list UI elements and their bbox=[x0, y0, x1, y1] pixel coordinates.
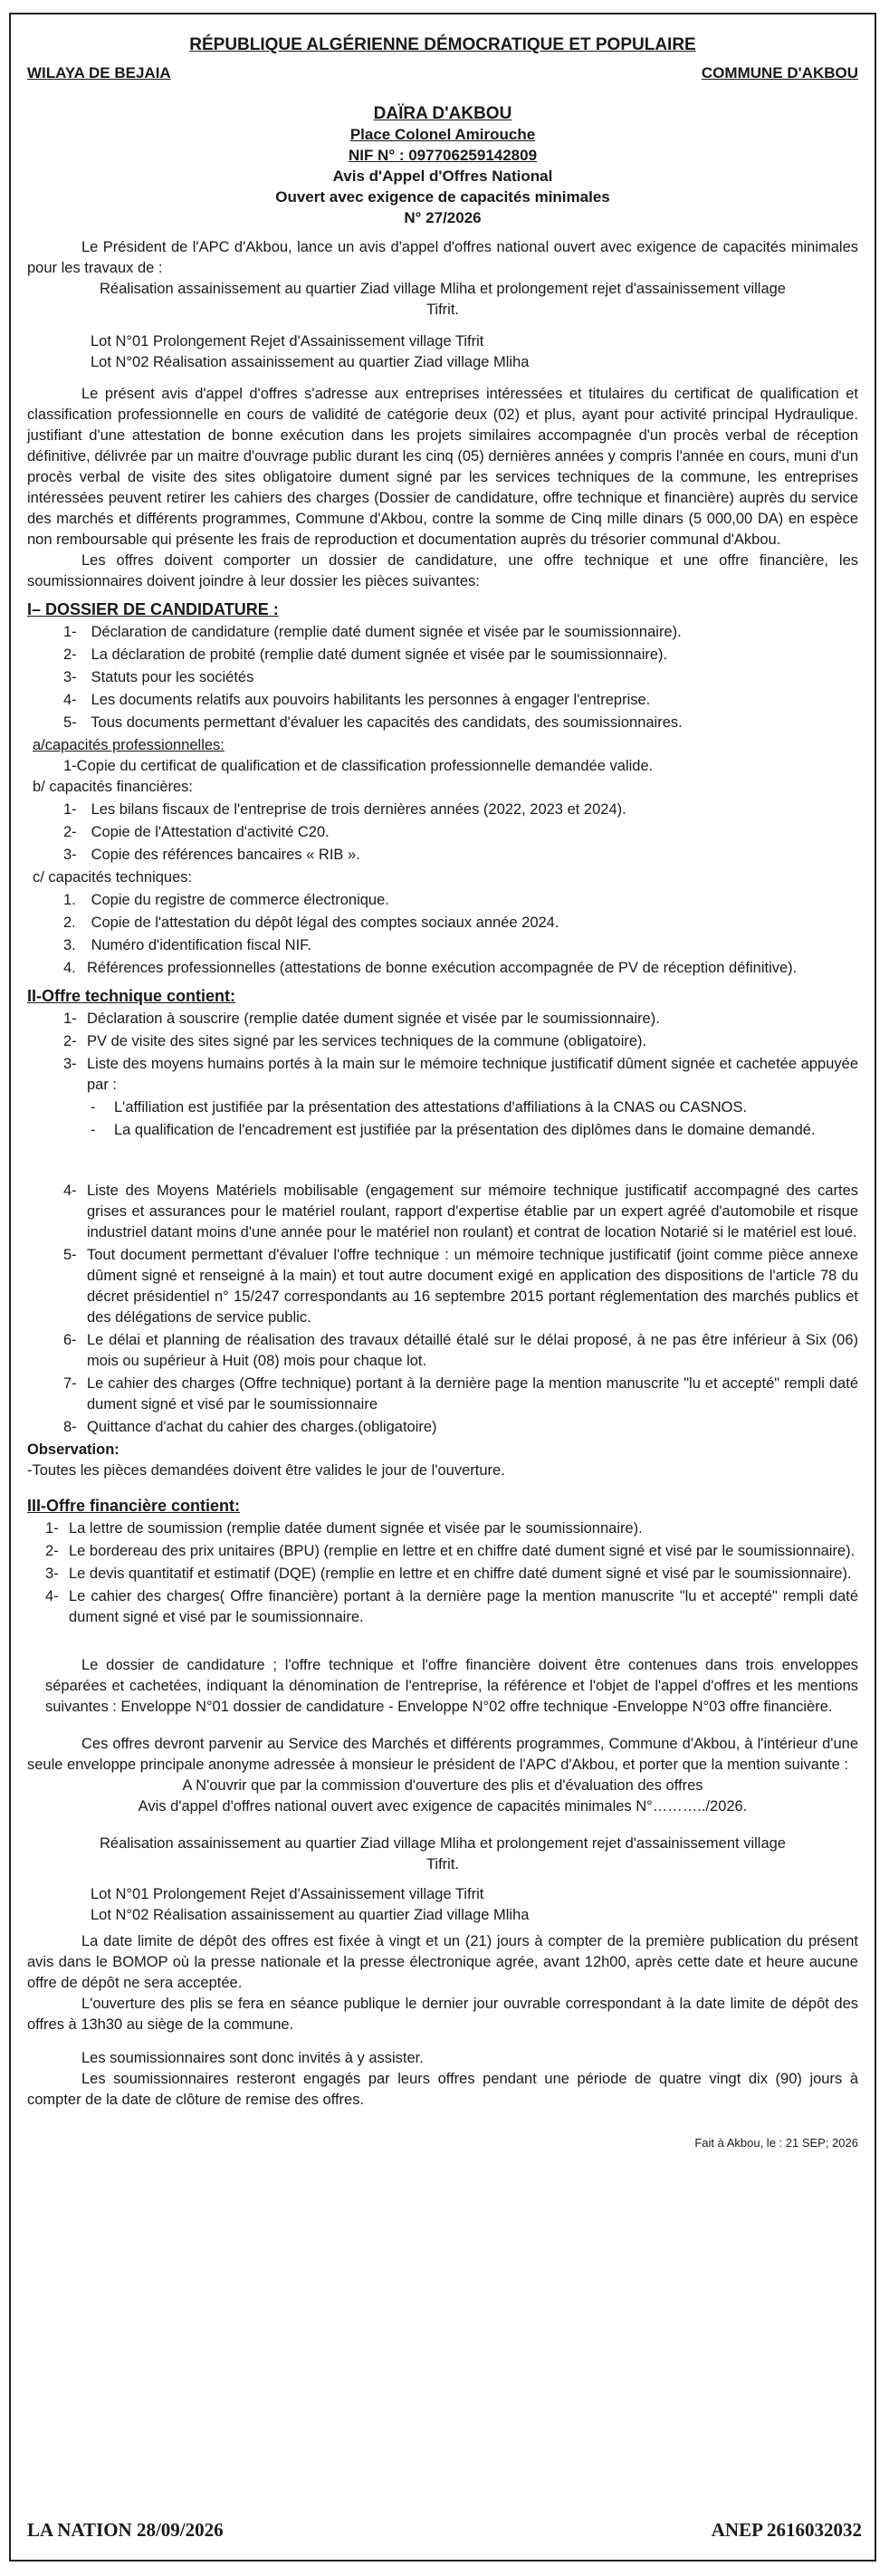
list-item: 1- Déclaration de candidature (remplie daté dument signée et visée par le soumissionnaire). bbox=[63, 624, 682, 640]
footer bbox=[0, 2519, 889, 2542]
list-item: 3- Le devis quantitatif et estimatif (DQE) (remplie en lettre et en chiffre daté dument signé et visé par le soumissionnaire). bbox=[45, 1566, 852, 1582]
list-item: - La qualification de l'encadrement est justifiée par la présentation des diplômes dans le domaine demandé. bbox=[91, 1122, 816, 1138]
capacites-professionnelles-title: a/capacités professionnelles: bbox=[33, 737, 225, 753]
list-item: 2- PV de visite des sites signé par les services techniques de la commune (obligatoire). bbox=[63, 1033, 647, 1049]
list-item: 2- Le bordereau des prix unitaires (BPU) (remplie en lettre et en chiffre daté dument signé et visé par le soumissionnaire). bbox=[45, 1543, 856, 1559]
project-title-repeat: Réalisation assainissement au quartier Ziad village Mliha et prolongement rejet d'assainissement village Tifrit. bbox=[100, 1835, 786, 1872]
section-offre-financiere-title: III-Offre financière contient: bbox=[27, 1497, 241, 1515]
eligibility-paragraph: Le présent avis d'appel d'offres s'adresse aux entreprises intéressées et titulaires du certificat de qualification et classification professionnelle en cours de validité de catégorie deux (02) et plus, ayant pour activité principal Hydraulique. justifiant d'une attestation de bonne exécution dans les projets similaires accompagnée d'un procès verbal de réception définitive, délivrée par un maitre d'ouvrage public durant les cinq (05) dernières années y compris l'année en cours, muni d'un procès verbal de visite des sites obligatoire dument signé par les services techniques de la commune, les entreprises intéressées peuvent retirer les cahiers des charges (Dossier de candidature, offre technique et financière) auprès du service des marchés et différents programmes, Commune d'Akbou, contre la somme de Cinq mille dinars (5 000,00 DA) en espèce non remboursable qui présente les frais de reproduction et documentation auprès du trésorier communal d'Akbou. bbox=[27, 386, 858, 548]
list-item: 5- Tous documents permettant d'évaluer les capacités des candidats, des soumissionnaires. bbox=[63, 714, 683, 731]
capacites-financieres-title: b/ capacités financières: bbox=[33, 779, 194, 795]
deadline-paragraph: La date limite de dépôt des offres est fixée à vingt et un (21) jours à compter de la première publication du présent avis dans le BOMOP où la presse nationale et la presse électronique agrée, avant 12h00, après cette date et heure aucune offre de dépôt ne sera acceptée. bbox=[27, 1933, 858, 1991]
offers-paragraph: Les offres doivent comporter un dossier de candidature, une offre technique et une offre financière, les soumissionnaires doivent joindre à leur dossier les pièces suivantes: bbox=[27, 552, 858, 589]
section-offre-technique-title: II-Offre technique contient: bbox=[27, 987, 236, 1005]
lot-2: Lot N°02 Réalisation assainissement au quartier Ziad village Mliha bbox=[91, 354, 530, 370]
submission-paragraph: Ces offres devront parvenir au Service des Marchés et différents programmes, Commune d'Akbou, à l'intérieur d'une seule enveloppe principale anonyme adressée à monsieur le président de l'APC d'Akbou, et porter que la mention suivante : bbox=[27, 1736, 858, 1773]
opening-paragraph: L'ouverture des plis se fera en séance publique le dernier jour ouvrable correspondant à la date limite de dépôt des offres à 13h30 au siège de la commune. bbox=[27, 1996, 858, 2033]
observation-title: Observation: bbox=[27, 1441, 119, 1458]
list-item: 2- Copie de l'Attestation d'activité C20. bbox=[63, 824, 330, 840]
list-item: 4. Références professionnelles (attestations de bonne exécution accompagnée de PV de réception définitive). bbox=[63, 960, 798, 976]
intro-paragraph: Le Président de l'APC d'Akbou, lance un avis d'appel d'offres national ouvert avec exigence de capacités minimales pour les travaux de : bbox=[27, 239, 858, 276]
candidature-list bbox=[27, 622, 858, 733]
avis-subtitle: Ouvert avec exigence de capacités minimales bbox=[275, 188, 610, 206]
commune-label: COMMUNE D'AKBOU bbox=[701, 64, 858, 81]
nif-label: NIF N° : 097706259142809 bbox=[348, 147, 538, 164]
offre-financiere-list bbox=[27, 1518, 858, 1628]
list-item: 7- Le cahier des charges (Offre technique) portant à la dernière page la mention manuscrite "lu et accepté" rempli daté dument signé et visé par le soumissionnaire bbox=[63, 1375, 858, 1412]
mention-1: A N'ouvrir que par la commission d'ouverture des plis et d'évaluation des offres bbox=[182, 1777, 703, 1794]
list-item: 5- Tout document permettant d'évaluer l'offre technique : un mémoire technique justificatif (joint comme pièce annexe dûment signé et renseigné à la main) et tout autre document exigé en application des dispositions de l'article 78 du décret présidentiel n° 15/247 correspondants au 16 septembre 2015 portant réglementation des marchés publics et des délégations de service public. bbox=[63, 1247, 858, 1326]
place-label: Place Colonel Amirouche bbox=[349, 126, 536, 143]
capacites-techniques-title: c/ capacités techniques: bbox=[33, 869, 193, 886]
republic-header: RÉPUBLIQUE ALGÉRIENNE DÉMOCRATIQUE ET POPULAIRE bbox=[189, 35, 696, 54]
list-item: 3- Copie des références bancaires « RIB ». bbox=[63, 847, 360, 863]
list-item: 1. Copie du registre de commerce électronique. bbox=[63, 892, 389, 908]
anep-reference: ANEP 2616032032 bbox=[711, 2519, 862, 2541]
list-item: 3- Liste des moyens humains portés à la main sur le mémoire technique justificatif dûment signée et cachetée appuyée par : bbox=[63, 1056, 858, 1093]
capacites-financieres-list bbox=[27, 800, 858, 866]
list-item: 4- Les documents relatifs aux pouvoirs habilitants les personnes à engager l'entreprise. bbox=[63, 692, 651, 708]
list-item: 1- Les bilans fiscaux de l'entreprise de trois dernières années (2022, 2023 et 2024). bbox=[63, 801, 626, 818]
list-item: 2. Copie de l'attestation du dépôt légal des comptes sociaux année 2024. bbox=[63, 915, 559, 931]
offre-technique-list-2 bbox=[27, 1181, 858, 1438]
lot-1: Lot N°01 Prolongement Rejet d'Assainissement village Tifrit bbox=[91, 333, 484, 350]
list-item: 4- Liste des Moyens Matériels mobilisable (engagement sur mémoire technique justificatif accompagné des cartes grises et assurances pour le matériel roulant, rapport d'expertise établie par un expert agréé d'automobile et risque industriel datant moins d'une année pour le matériel non roulant) et contrat de location Notarié si le matériel est loué. bbox=[63, 1183, 858, 1240]
avis-number: N° 27/2026 bbox=[404, 209, 482, 226]
list-item: 3. Numéro d'identification fiscal NIF. bbox=[63, 937, 312, 953]
fait-a-akbou: Fait à Akbou, le : 21 SEP; 2026 bbox=[694, 2136, 858, 2150]
header-row bbox=[27, 62, 858, 83]
newspaper-label: LA NATION 28/09/2026 bbox=[27, 2519, 224, 2541]
list-item: 2- La déclaration de probité (remplie daté dument signée et visée par le soumissionnaire). bbox=[63, 646, 668, 663]
list-item: 1- La lettre de soumission (remplie datée dument signée et visée par le soumissionnaire). bbox=[45, 1520, 643, 1537]
capacites-professionnelles-item: 1-Copie du certificat de qualification et de classification professionnelle demandée valide. bbox=[63, 758, 654, 774]
offre-technique-list bbox=[27, 1009, 858, 1096]
lot-2-repeat: Lot N°02 Réalisation assainissement au quartier Ziad village Mliha bbox=[91, 1907, 530, 1923]
observation-text: -Toutes les pièces demandées doivent être valides le jour de l'ouverture. bbox=[27, 1462, 505, 1479]
list-item: 1- Déclaration à souscrire (remplie datée dument signée et visée par le soumissionnaire). bbox=[63, 1010, 660, 1027]
list-item: - L'affiliation est justifiée par la présentation des attestations d'affiliations à la CNAS ou CASNOS. bbox=[91, 1099, 748, 1116]
list-item: 6- Le délai et planning de réalisation des travaux détaillé étalé sur le délai proposé, à ne pas être inférieur à Six (06) mois ou supérieur à Huit (08) mois pour chaque lot. bbox=[63, 1332, 858, 1369]
lot-1-repeat: Lot N°01 Prolongement Rejet d'Assainissement village Tifrit bbox=[91, 1886, 484, 1902]
notice-content bbox=[27, 34, 858, 2153]
wilaya-label: WILAYA DE BEJAIA bbox=[27, 64, 171, 81]
avis-title: Avis d'Appel d'Offres National bbox=[332, 168, 553, 185]
list-item: 3- Statuts pour les sociétés bbox=[63, 669, 254, 685]
project-title: Réalisation assainissement au quartier Ziad village Mliha et prolongement rejet d'assainissement village Tifrit. bbox=[100, 281, 786, 318]
invitation-paragraph: Les soumissionnaires sont donc invités à y assister. bbox=[81, 2050, 424, 2066]
mention-2: Avis d'appel d'offres national ouvert avec exigence de capacités minimales N°………../2026. bbox=[138, 1798, 748, 1815]
capacites-techniques-list bbox=[27, 890, 858, 979]
list-item: 4- Le cahier des charges( Offre financière) portant à la dernière page la mention manuscrite "lu et accepté" rempli daté dument signé et visé par le soumissionnaire. bbox=[45, 1588, 858, 1625]
list-item: 8- Quittance d'achat du cahier des charges.(obligatoire) bbox=[63, 1419, 437, 1435]
daira-title: DAÏRA D'AKBOU bbox=[373, 104, 512, 123]
validity-paragraph: Les soumissionnaires resteront engagés par leurs offres pendant une période de quatre vingt dix (90) jours à compter de la date de clôture de remise des offres. bbox=[27, 2071, 858, 2108]
moyens-humains-sublist bbox=[27, 1097, 858, 1141]
section-candidature-title: I– DOSSIER DE CANDIDATURE : bbox=[27, 600, 279, 618]
envelopes-paragraph: Le dossier de candidature ; l'offre technique et l'offre financière doivent être contenues dans trois enveloppes séparées et cachetées, indiquant la dénomination de l'entreprise, la référence et l'objet de l'appel d'offres et les mentions suivantes : Enveloppe N°01 dossier de candidature - Enveloppe N°02 offre technique -Enveloppe N°03 offre financière. bbox=[45, 1657, 858, 1715]
